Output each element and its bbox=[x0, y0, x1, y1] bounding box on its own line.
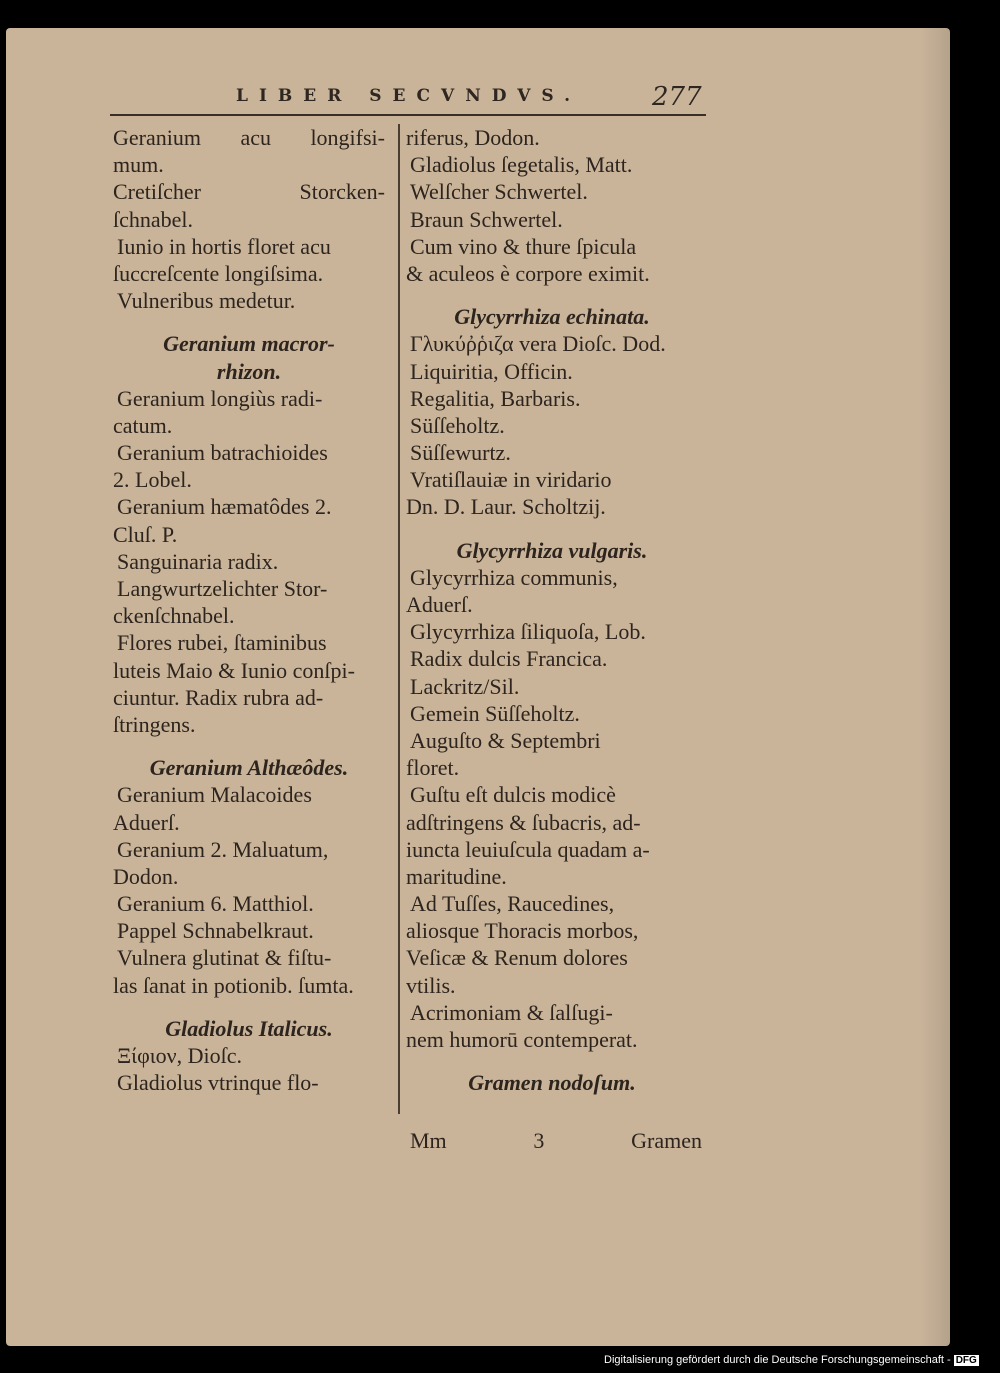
dfg-logo: DFG bbox=[955, 1355, 977, 1366]
text-line: Welſcher Schwertel. bbox=[410, 179, 588, 205]
page-number: 277 bbox=[652, 82, 702, 112]
text-line: ciuntur. Radix rubra ad- bbox=[113, 684, 324, 710]
text-line: vtilis. bbox=[406, 972, 456, 998]
text-line: Lackritz/Sil. bbox=[410, 673, 520, 699]
text-line: Gladiolus ſegetalis, Matt. bbox=[410, 152, 633, 178]
text-line: Geranium Malacoides bbox=[117, 782, 312, 808]
text-line: ſtringens. bbox=[113, 711, 196, 737]
text-line: Geranium longiùs radi- bbox=[117, 385, 323, 411]
section-gap bbox=[406, 521, 698, 537]
signature-mark: Mm bbox=[410, 1128, 447, 1153]
text-line: nem humorū contemperat. bbox=[406, 1027, 638, 1052]
text-line: Pappel Schnabelkraut. bbox=[117, 918, 314, 944]
section-gap bbox=[406, 1053, 698, 1069]
text-line: floret. bbox=[406, 755, 460, 781]
text-line: ſuccreſcente longiſsima. bbox=[113, 260, 324, 286]
header-rule bbox=[110, 114, 706, 116]
text-line: Geranium acu longifsi- bbox=[113, 125, 385, 150]
running-head: LIBER SECVNDVS. bbox=[236, 86, 581, 106]
text-line: Auguſto & Septembri bbox=[410, 727, 601, 753]
page-footer bbox=[410, 1128, 702, 1154]
text-line: Vratiſlauiæ in viridario bbox=[410, 467, 612, 493]
section-gap bbox=[406, 287, 698, 303]
column-divider bbox=[398, 124, 400, 1114]
text-line: Glycyrrhiza communis, bbox=[410, 564, 618, 590]
text-line: mum. bbox=[113, 152, 164, 178]
text-line: Geranium batrachioides bbox=[117, 440, 328, 466]
text-line: Gemein Süſſeholtz. bbox=[410, 700, 580, 726]
text-line: Gladiolus vtrinque flo- bbox=[117, 1070, 319, 1096]
text-line: Langwurtzelichter Stor- bbox=[117, 576, 328, 601]
text-line: Regalitia, Barbaris. bbox=[410, 385, 581, 411]
text-line: ſchnabel. bbox=[113, 206, 194, 232]
section-gap bbox=[113, 314, 385, 330]
text-line: Glycyrrhiza ſiliquoſa, Lob. bbox=[410, 619, 646, 645]
entry-heading: Geranium Althæôdes. bbox=[149, 755, 349, 781]
text-line: Aduerſ. bbox=[406, 592, 473, 617]
text-line: Dn. D. Laur. Scholtzij. bbox=[406, 494, 606, 520]
text-line: Liquiritia, Officin. bbox=[410, 358, 573, 384]
section-gap bbox=[113, 999, 385, 1015]
right-column bbox=[406, 124, 698, 1096]
text-line: Guſtu eſt dulcis modicè bbox=[410, 782, 616, 808]
entry-heading: Gramen nodoſum. bbox=[468, 1070, 636, 1096]
text-line: catum. bbox=[113, 412, 173, 438]
text-line: maritudine. bbox=[406, 863, 507, 889]
text-line: Acrimoniam & ſalſugi- bbox=[410, 999, 613, 1025]
text-line: Aduerſ. bbox=[113, 809, 180, 835]
text-line: Radix dulcis Francica. bbox=[410, 646, 608, 672]
entry-heading: Geranium macror- bbox=[163, 331, 335, 357]
text-line: Geranium hæmatôdes 2. bbox=[117, 494, 332, 520]
text-line: adſtringens & ſubacris, ad- bbox=[406, 809, 641, 835]
text-line: Dodon. bbox=[113, 863, 179, 889]
text-line: luteis Maio & Iunio conſpi- bbox=[113, 657, 355, 683]
text-line: Ad Tuſſes, Raucedines, bbox=[410, 891, 615, 917]
text-line: & aculeos è corpore eximit. bbox=[406, 260, 650, 286]
text-line: Braun Schwertel. bbox=[410, 206, 563, 232]
left-column bbox=[113, 124, 385, 1096]
catchword: Gramen bbox=[631, 1128, 702, 1153]
text-line: aliosque Thoracis morbos, bbox=[406, 918, 639, 944]
text-line: Geranium 2. Maluatum, bbox=[117, 836, 329, 862]
entry-heading: Glycyrrhiza echinata. bbox=[454, 304, 650, 330]
text-line: Süſſewurtz. bbox=[410, 440, 511, 466]
text-line: Sanguinaria radix. bbox=[117, 548, 279, 574]
digitization-notice bbox=[604, 1354, 979, 1366]
text-line: Ξίφιον, Dioſc. bbox=[117, 1043, 243, 1068]
section-gap bbox=[113, 738, 385, 754]
entry-heading: Glycyrrhiza vulgaris. bbox=[456, 537, 648, 563]
text-line: Cluſ. P. bbox=[113, 521, 178, 547]
text-line: Iunio in hortis floret acu bbox=[117, 233, 331, 259]
text-line: 2. Lobel. bbox=[113, 467, 192, 493]
text-line: Cum vino & thure ſpicula bbox=[410, 233, 637, 259]
text-line: Flores rubei, ſtaminibus bbox=[117, 630, 327, 656]
text-line: Cretiſcher Storcken- bbox=[113, 179, 385, 205]
entry-heading: Gladiolus Italicus. bbox=[165, 1015, 333, 1041]
entry-heading: rhizon. bbox=[216, 358, 282, 384]
text-line: iuncta leuiuſcula quadam a- bbox=[406, 836, 650, 862]
text-line: Γλυκύῤῥιζα vera Dioſc. Dod. bbox=[410, 331, 666, 357]
text-line: Geranium 6. Matthiol. bbox=[117, 891, 314, 917]
text-line: riferus, Dodon. bbox=[406, 125, 540, 150]
digitization-text: Digitalisierung gefördert durch die Deutsche Forschungsgemeinschaft - bbox=[604, 1354, 951, 1366]
text-line: Süſſeholtz. bbox=[410, 412, 505, 438]
text-line: ckenſchnabel. bbox=[113, 603, 235, 629]
text-line: Veſicæ & Renum dolores bbox=[406, 945, 628, 971]
signature-number: 3 bbox=[533, 1128, 545, 1153]
text-line: Vulnera glutinat & fiſtu- bbox=[117, 945, 332, 971]
text-line: las ſanat in potionib. ſumta. bbox=[113, 972, 354, 998]
text-line: Vulneribus medetur. bbox=[117, 288, 296, 314]
